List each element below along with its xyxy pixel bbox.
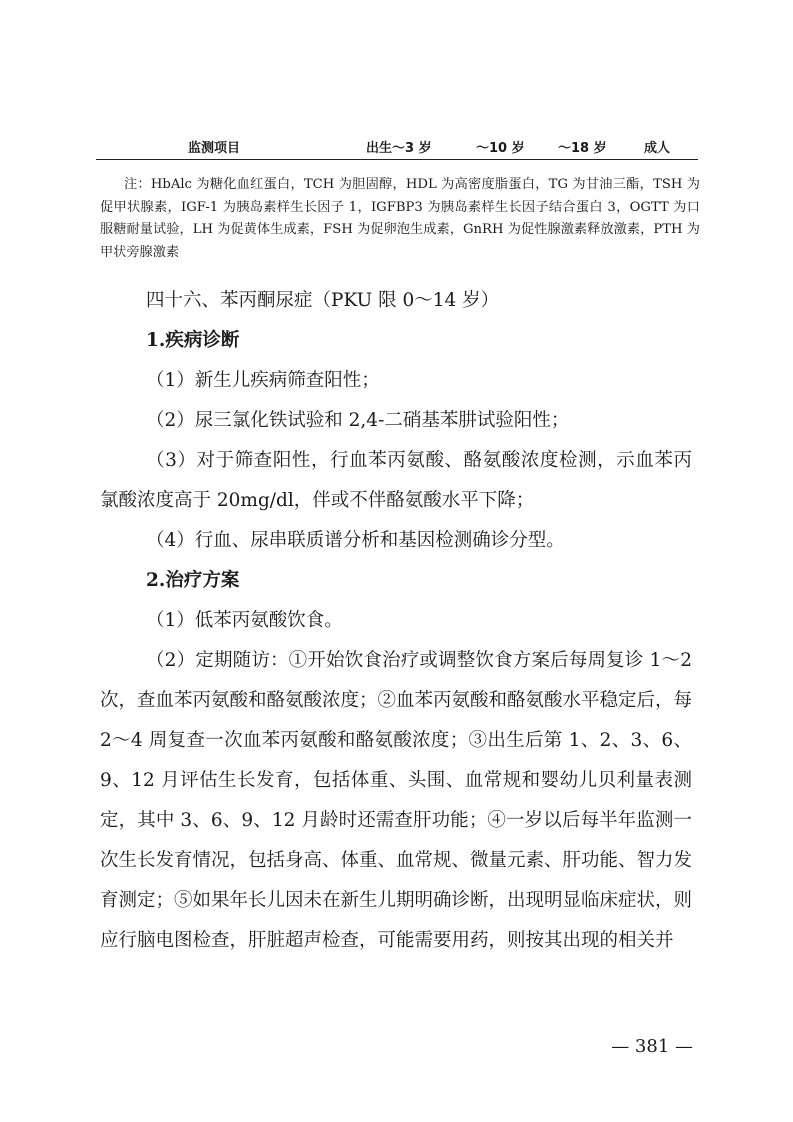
table-header-age-0-3: 出生～3 岁 — [366, 141, 432, 156]
diagnosis-item-2: （2）尿三氯化铁试验和 2,4-二硝基苯肼试验阳性； — [146, 410, 570, 431]
table-header-monitoring-item: 监测项目 — [188, 141, 241, 156]
table-footnote: 注：HbAlc 为糖化血红蛋白，TCH 为胆固醇，HDL 为高密度脂蛋白，TG 为甘油三酯，TSH 为促甲状腺素，IGF-1 为胰岛素样生长因子 1，IGFBP3 为胰岛素样生长因子结合蛋白 3，OGTT 为口服糖耐量试验，LH 为促黄体生成素，FSH 为促卵泡生成素，GnRH 为促性腺激素释放激素，PTH 为甲状旁腺激素 — [100, 177, 700, 260]
table-header-row — [96, 132, 698, 160]
table-header-adult: 成人 — [644, 141, 671, 156]
table-header-age-18: ～18 岁 — [558, 141, 607, 156]
table-header-age-10: ～10 岁 — [476, 141, 525, 156]
page-number: — 381 — — [611, 1036, 693, 1057]
diagnosis-heading: 1.疾病诊断 — [146, 330, 240, 351]
treatment-item-1: （1）低苯丙氨酸饮食。 — [146, 610, 343, 631]
diagnosis-item-4: （4）行血、尿串联质谱分析和基因检测确诊分型。 — [146, 530, 565, 551]
section-title: 四十六、苯丙酮尿症（PKU 限 0～14 岁） — [146, 290, 500, 311]
diagnosis-item-1: （1）新生儿疾病筛查阳性； — [146, 370, 380, 391]
treatment-item-2: （2）定期随访：①开始饮食治疗或调整饮食方案后每周复诊 1～2 次，查血苯丙氨酸和酪氨酸浓度；②血苯丙氨酸和酪氨酸水平稳定后，每 2～4 周复查一次血苯丙氨酸和酪氨酸浓度；③出生后第 1、2、3、6、9、12 月评估生长发育，包括体重、头围、血常规和婴幼儿贝利量表测定，其中 3、6、9、12 月龄时还需查肝功能；④一岁以后每半年监测一次生长发育情况，包括身高、体重、血常规、微量元素、肝功能、智力发育测定；⑤如果年长儿因未在新生儿期明确诊断，出现明显临床症状，则应行脑电图检查，肝脏超声检查，可能需要用药，则按其出现的相关并 — [100, 650, 693, 951]
treatment-heading: 2.治疗方案 — [146, 570, 240, 591]
diagnosis-item-3: （3）对于筛查阳性，行血苯丙氨酸、酪氨酸浓度检测，示血苯丙氯酸浓度高于 20mg/dl，伴或不伴酪氨酸水平下降； — [100, 450, 692, 511]
